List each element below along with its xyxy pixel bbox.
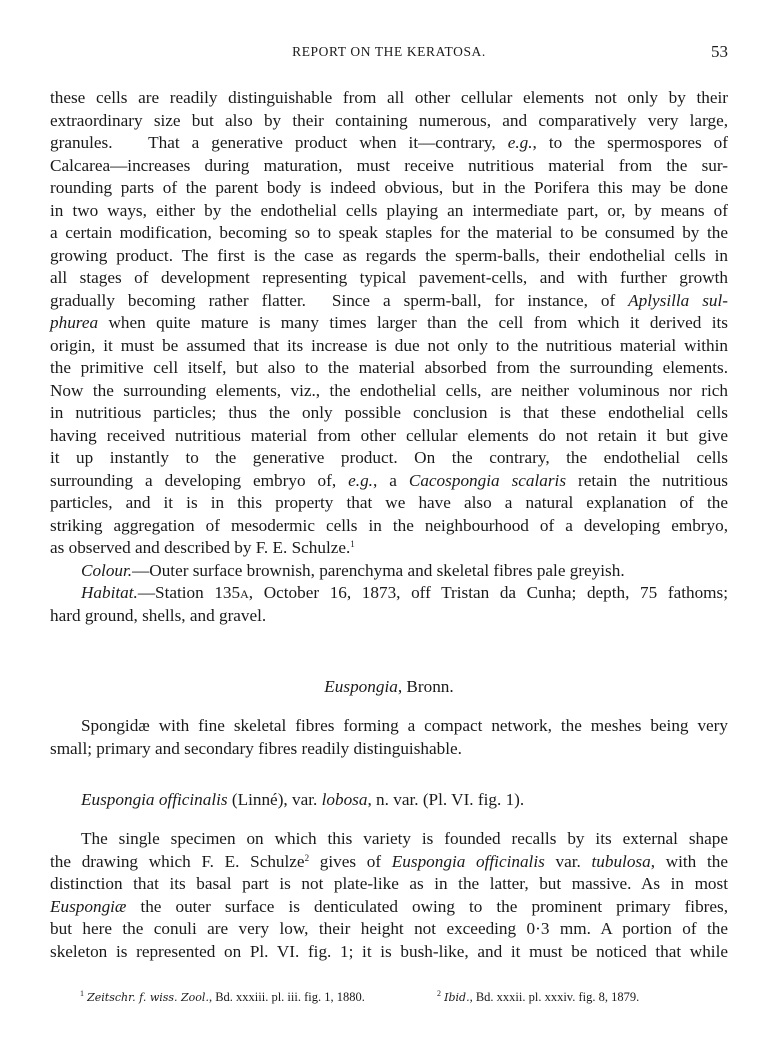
habitat-line bbox=[50, 582, 728, 605]
text-span: , October 16, 1873, off Tristan da Cunha; depth, 75 fathoms; bbox=[248, 583, 729, 602]
text-line: distinction that its basal part is not plate-like as in the latter, but massive. As in most bbox=[50, 874, 728, 893]
footnote-text: , Bd. xxxii. pl. xxxiv. fig. 8, 1879. bbox=[469, 990, 640, 1004]
variety-name: lobosa bbox=[321, 790, 368, 809]
text-span: —Station 135 bbox=[137, 583, 241, 602]
colour-line bbox=[50, 560, 728, 583]
text-span: var. bbox=[544, 851, 592, 871]
footnotes bbox=[50, 990, 728, 1008]
paragraph-continuation bbox=[50, 87, 728, 627]
italic-term: Euspongia officinalis bbox=[391, 851, 545, 871]
heading-line bbox=[50, 676, 728, 699]
italic-term: Cacospongia scalaris bbox=[408, 470, 567, 490]
footnote-1 bbox=[80, 990, 365, 1005]
text-line: the primitive cell itself, but also to the material absorbed from the surrounding elements. bbox=[50, 358, 728, 377]
text-span: A bbox=[240, 587, 249, 601]
page-number: 53 bbox=[711, 42, 728, 61]
genus-heading bbox=[50, 676, 728, 699]
text-line: growing product. The first is the case as regards the sperm-balls, their endothelial cells in bbox=[50, 245, 728, 265]
italic-term: Euspongiæ bbox=[50, 896, 127, 916]
species-description bbox=[50, 828, 728, 963]
text-line bbox=[50, 896, 728, 919]
colour-text: —Outer surface brownish, parenchyma and skeletal fibres pale greyish. bbox=[132, 560, 625, 580]
text-line: having received nutritious material from other cellular elements do not retain it but give bbox=[50, 425, 728, 445]
text-span: , with the bbox=[650, 851, 728, 871]
text-line: gradually becoming rather flatter. Since a sperm-ball, for instance, of Aplysilla sul- bbox=[50, 290, 728, 310]
text-line: these cells are readily distinguishable from all other cellular elements not only by their bbox=[50, 88, 728, 107]
species-name: Euspongia officinalis bbox=[81, 790, 228, 809]
genus-authority: , Bronn. bbox=[397, 677, 454, 696]
text-line bbox=[50, 537, 728, 560]
running-header bbox=[50, 44, 728, 64]
italic-term: tubulosa bbox=[591, 851, 651, 871]
text-line: hard ground, shells, and gravel. bbox=[50, 605, 267, 625]
footnote-number: 2 bbox=[437, 989, 441, 998]
text-line: Now the surrounding elements, viz., the endothelial cells, are neither voluminous nor rich bbox=[50, 380, 728, 400]
italic-term: e.g. bbox=[507, 133, 533, 152]
text-line: granules. That a generative product when it—contrary, e.g., to the spermospores of bbox=[50, 133, 728, 152]
text-line: all stages of development representing typical pavement-cells, and with further growth bbox=[50, 268, 728, 287]
text-span: gives of bbox=[309, 851, 392, 871]
text-line: phurea when quite mature is many times larger than the cell from which it derived its bbox=[50, 313, 728, 332]
text-line: surrounding a developing embryo of, e.g., a Cacospongia scalaris retain the nutritious bbox=[50, 470, 728, 490]
species-heading bbox=[50, 789, 728, 812]
footnote-source: Ibid. bbox=[444, 991, 470, 1004]
text-line: skeleton is represented on Pl. VI. fig. 1; it is bush-like, and it must be noticed that while bbox=[50, 941, 728, 961]
text-line: in two ways, either by the endothelial cells playing an intermediate part, or, by means of bbox=[50, 200, 728, 220]
text-line: The single specimen on which this variety is founded recalls by its external shape bbox=[81, 829, 728, 848]
footnote-ref[interactable]: 1 bbox=[350, 539, 355, 549]
text-line: striking aggregation of mesodermic cells in the neighbourhood of a developing embryo, bbox=[50, 515, 728, 535]
text-line: but here the conuli are very low, their height not exceeding 0·3 mm. A portion of the bbox=[50, 919, 728, 938]
text-line: in nutritious particles; thus the only possible conclusion is that these endothelial cells bbox=[50, 403, 728, 422]
colour-label: Colour. bbox=[81, 560, 133, 580]
running-title: REPORT ON THE KERATOSA. bbox=[292, 44, 486, 59]
text-line: a certain modification, becoming so to speak staples for the material to be consumed by the bbox=[50, 223, 728, 242]
text-span: , n. var. (Pl. VI. fig. 1). bbox=[367, 790, 525, 809]
text-line: Spongidæ with fine skeletal fibres forming a compact network, the meshes being very bbox=[81, 716, 728, 735]
text-span: as observed and described by F. E. Schulze. bbox=[50, 538, 351, 557]
footnote-2 bbox=[437, 990, 639, 1005]
text-span: the drawing which F. E. Schulze bbox=[50, 851, 305, 871]
italic-term: Aplysilla sul- bbox=[628, 290, 728, 310]
text-line: extraordinary size but also by their containing numerous, and comparatively very large, bbox=[50, 110, 728, 130]
text-line bbox=[50, 851, 728, 874]
text-span: (Linné), var. bbox=[227, 790, 322, 809]
text-line: origin, it must be assumed that its increase is due not only to the nutritious material within bbox=[50, 335, 728, 355]
habitat-label: Habitat. bbox=[81, 583, 138, 602]
footnote-source: Zeitschr. f. wiss. Zool. bbox=[87, 991, 209, 1004]
italic-term: e.g. bbox=[348, 470, 373, 490]
text-line: it up instantly to the generative product. On the contrary, the endothelial cells bbox=[50, 448, 728, 467]
text-line: particles, and it is in this property that we have also a natural explanation of the bbox=[50, 493, 728, 512]
text-span: the outer surface is denticulated owing to the prominent primary fibres, bbox=[126, 896, 728, 916]
footnote-ref[interactable]: 2 bbox=[304, 852, 310, 863]
genus-description bbox=[50, 715, 728, 760]
italic-term: phurea bbox=[50, 313, 99, 332]
text-line: rounding parts of the parent body is indeed obvious, but in the Porifera this may be done bbox=[50, 178, 728, 197]
footnote-text: , Bd. xxxiii. pl. iii. fig. 1, 1880. bbox=[208, 990, 365, 1004]
text-line: Calcarea—increases during maturation, must receive nutritious material from the sur- bbox=[50, 155, 728, 175]
genus-name: Euspongia bbox=[324, 677, 398, 696]
heading-line bbox=[50, 789, 728, 812]
footnote-number: 1 bbox=[80, 989, 84, 998]
text-line: small; primary and secondary fibres readily distinguishable. bbox=[50, 738, 462, 758]
